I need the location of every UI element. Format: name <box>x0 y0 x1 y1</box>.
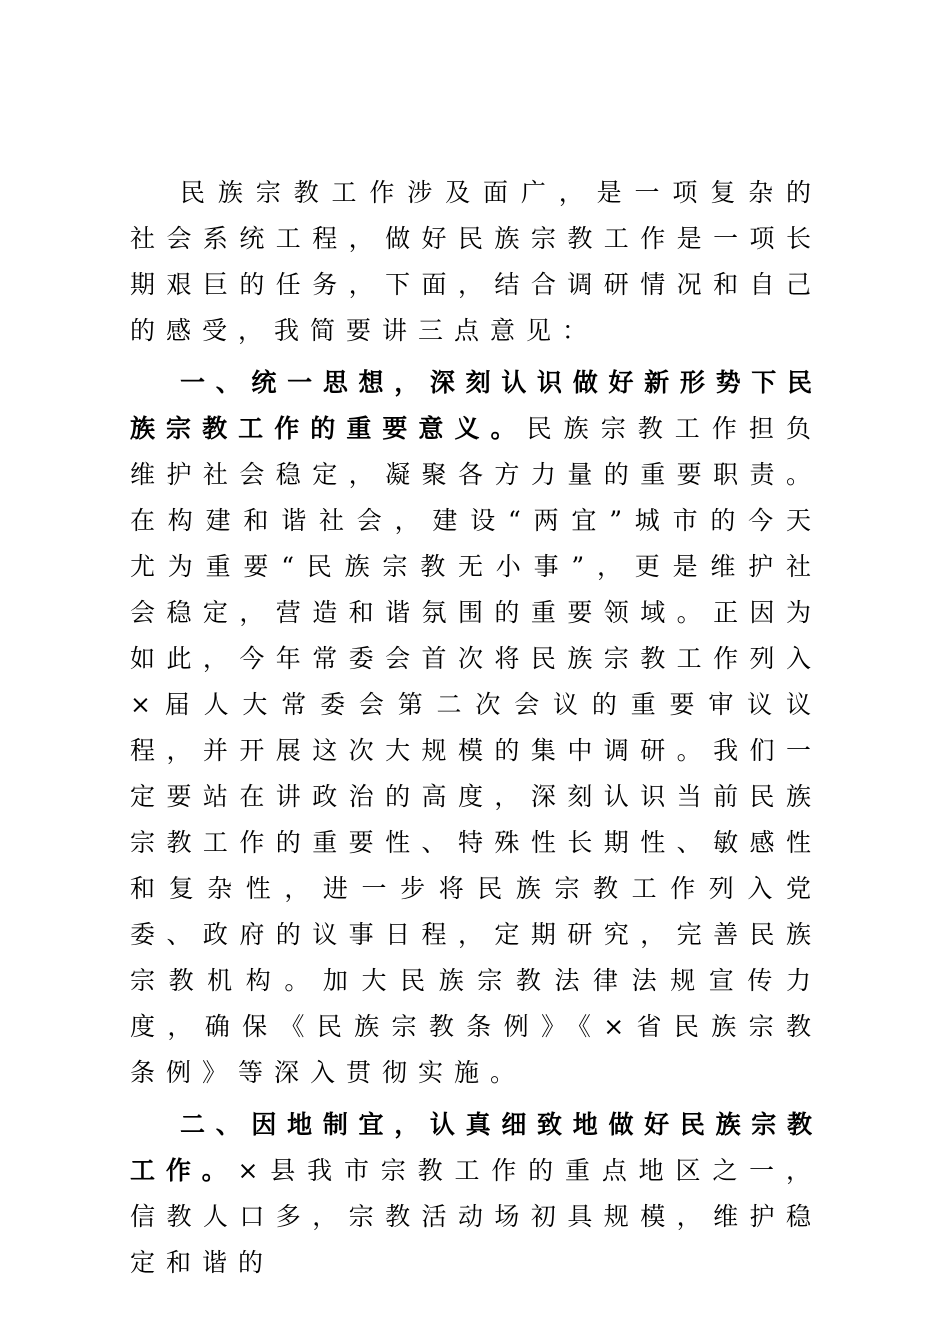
section-2-paragraph <box>130 1102 822 1286</box>
section-1-body: 民族宗教工作担负维护社会稳定，凝聚各方力量的重要职责。在构建和谐社会，建设“两宜”城市的今天尤为重要“民族宗教无小事”，更是维护社会稳定，营造和谐氛围的重要领域。正因为如此，今年常委会首次将民族宗教工作列入×届人大常委会第二次会议的重要审议议程，并开展这次大规模的集中调研。我们一定要站在讲政治的高度，深刻认识当前民族宗教工作的重要性、特殊性长期性、敏感性和复杂性，进一步将民族宗教工作列入党委、政府的议事日程，定期研究，完善民族宗教机构。加大民族宗教法律法规宣传力度，确保《民族宗教条例》《×省民族宗教条例》等深入贯彻实施。 <box>130 414 822 1087</box>
section-1-paragraph <box>130 360 822 1096</box>
document-body <box>130 170 822 1292</box>
intro-text: 民族宗教工作涉及面广，是一项复杂的社会系统工程，做好民族宗教工作是一项长期艰巨的任务，下面，结合调研情况和自己的感受，我简要讲三点意见： <box>130 178 822 345</box>
section-1-heading: 一、统一思想，深刻认识做好新形势下民族宗教工作的重要意义。 <box>130 368 822 443</box>
section-2-body: ×县我市宗教工作的重点地区之一，信教人口多，宗教活动场初具规模，维护稳定和谐的 <box>130 1156 822 1277</box>
section-2-heading: 二、因地制宜，认真细致地做好民族宗教工作。 <box>130 1110 822 1185</box>
intro-paragraph <box>130 170 822 354</box>
